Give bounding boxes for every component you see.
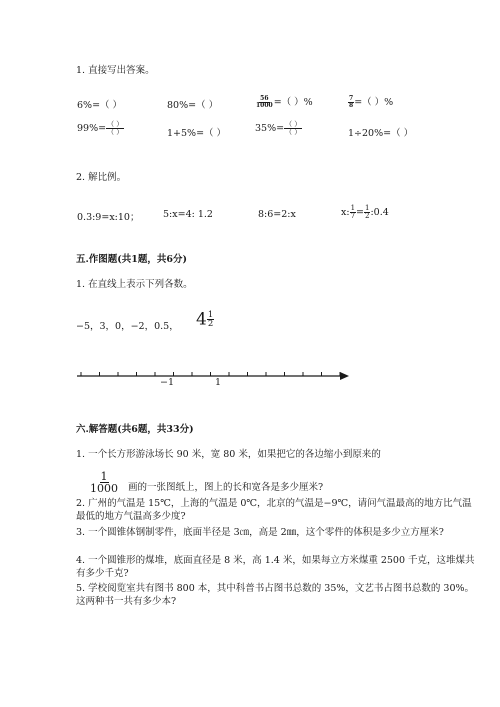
fraction: $\frac{1}{2}$ (365, 204, 370, 220)
q1-item-7: 35%= $\frac{( )}{( )}$ (255, 120, 302, 136)
problem-4: 4. 一个圆锥形的煤堆，底面直径是 8 米，高 1.4 米，如果每立方米煤重 2500 千克，这堆煤共有多少千克? (76, 555, 475, 579)
q2-item-3: 8:6=2:x (258, 209, 296, 220)
fraction: $\frac{( )}{( )}$ (285, 120, 302, 136)
q1-item-8: 1÷20%=（ ） (348, 128, 414, 139)
section5-heading: 五.作图题(共1题，共6分) (76, 254, 188, 265)
fraction: $\frac{7}{8}$ (349, 95, 354, 109)
q2-title: 2. 解比例。 (76, 172, 127, 183)
q2-item-4: x: $\frac{1}{7}$ = $\frac{1}{2}$ :0.4 (341, 204, 389, 220)
q1-item-4: $\frac{7}{8}$ =（ ）% (349, 95, 394, 109)
axis-ticks (81, 372, 340, 376)
q1-item-5: 99%= $\frac{( )}{( )}$ (77, 120, 124, 136)
fraction: $\frac{1}{2}$ (207, 309, 214, 329)
fraction: $\frac{1}{7}$ (350, 204, 356, 220)
section5-q1-title: 1. 在直线上表示下列各数。 (76, 279, 193, 290)
mixed-number: 4 $\frac{1}{2}$ (196, 309, 214, 330)
problem-1-fraction (89, 471, 119, 494)
fraction: $\frac{56}{1000}$ (256, 95, 273, 109)
fraction: $\frac{( )}{( )}$ (107, 120, 124, 136)
problem-1: 1. 一个长方形游泳场长 90 米，宽 80 米，如果把它的各边缩小到原来的 (76, 449, 381, 460)
numbers-list: −5，3，0，−2，0.5， (76, 321, 179, 332)
problem-3: 3. 一个圆锥体钢制零件，底面半径是 3㎝，高是 2㎜，这个零件的体积是多少立方厘米? (76, 527, 444, 538)
problem-1-cont: 画的一张图纸上，图上的长和宽各是多少厘米? (128, 482, 324, 493)
q1-item-2: 80%=（ ） (167, 100, 219, 111)
problem-5: 5. 学校阅览室共有图书 800 本，其中科普书占图书总数的 35%，文艺书占图书总数的 30%。这两种书一共有多少本? (76, 583, 475, 607)
q2-item-2: 5:x=4: 1.2 (163, 209, 213, 220)
q1-item-6: 1+5%=（ ） (167, 128, 227, 139)
q2-item-1: 0.3:9=x:10； (77, 212, 140, 223)
fraction: $\frac{1}{1000}$ (90, 470, 118, 495)
section6-heading: 六.解答题(共6题，共33分) (76, 424, 194, 435)
q1-title: 1. 直接写出答案。 (76, 65, 155, 76)
q1-item-3: $\frac{56}{1000}$ =（ ）% (256, 95, 313, 109)
number-line (70, 365, 355, 395)
axis-label-1: 1 (215, 377, 222, 388)
q1-item-1: 6%=（ ） (77, 100, 123, 111)
problem-2: 2. 广州的气温是 15℃，上海的气温是 0℃，北京的气温是−9℃，请问气温最高的地方比气温最低的地方气温高多少度? (76, 498, 472, 522)
arrow-head-icon (340, 372, 349, 380)
axis-label-neg1: −1 (160, 377, 175, 388)
